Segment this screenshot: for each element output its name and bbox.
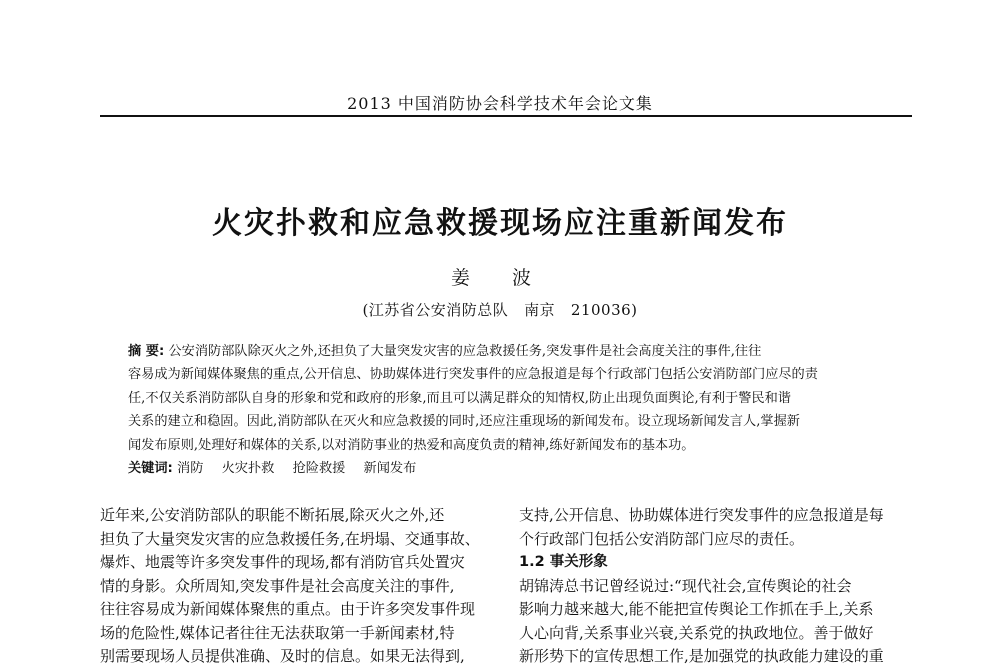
body-line: 往往容易成为新闻媒体聚焦的重点。由于许多突发事件现 — [100, 600, 476, 618]
keywords — [128, 457, 430, 476]
keyword: 抢险救援 — [292, 461, 346, 476]
body-line: 爆炸、地震等许多突发事件的现场,都有消防官兵处置灾 — [100, 553, 465, 571]
abstract-line: 容易成为新闻媒体聚焦的重点,公开信息、协助媒体进行突发事件的应急报道是每个行政部门包括公安消防部门应尽的责 — [128, 367, 818, 383]
body-right-column — [519, 504, 911, 669]
keyword: 火灾扑救 — [221, 461, 275, 476]
body-line: 担负了大量突发灾害的应急救援任务,在坍塌、交通事故、 — [100, 529, 480, 548]
body-line: 场的危险性,媒体记者往往无法获取第一手新闻素材,特 — [100, 623, 455, 642]
body-left-column — [100, 504, 492, 669]
keywords-label: 关键词: — [128, 461, 173, 476]
keyword: 消防 — [177, 461, 204, 476]
abstract-text: 公安消防部队除灭火之外,还担负了大量突发灾害的应急救援任务,突发事件是社会高度关注的事件,往往 — [168, 344, 762, 359]
body-line: 近年来,公安消防部队的职能不断拓展,除灭火之外,还 — [100, 506, 445, 524]
body-line: 人心向背,关系事业兴衰,关系党的执政地位。善于做好 — [519, 623, 874, 642]
abstract-line — [128, 340, 914, 363]
author-name: 姜 波 — [450, 267, 550, 289]
body-line: 新形势下的宣传思想工作,是加强党的执政能力建设的重 — [519, 647, 884, 665]
paper-title: 火灾扑救和应急救援现场应注重新闻发布 — [212, 206, 788, 241]
section-heading: 1.2 事关形象 — [519, 554, 608, 570]
body-line: 别需要现场人员提供准确、及时的信息。如果无法得到, — [100, 647, 465, 665]
affiliation: (江苏省公安消防总队 南京 210036) — [362, 301, 638, 319]
body-line: 影响力越来越大,能不能把宣传舆论工作抓在手上,关系 — [519, 600, 874, 618]
body-line: 情的身影。众所周知,突发事件是社会高度关注的事件, — [100, 576, 455, 595]
body-line: 胡锦涛总书记曾经说过:“现代社会,宣传舆论的社会 — [519, 576, 852, 595]
abstract-line: 闻发布原则,处理好和媒体的关系,以对消防事业的热爱和高度负责的精神,练好新闻发布的基本功。 — [128, 437, 695, 453]
running-header: 2013 中国消防协会科学技术年会论文集 — [347, 94, 653, 113]
body-line: 支持,公开信息、协助媒体进行突发事件的应急报道是每 — [519, 506, 884, 524]
abstract-line: 任,不仅关系消防部队自身的形象和党和政府的形象,而且可以满足群众的知情权,防止出现负面舆论,有利于警民和谐 — [128, 390, 791, 406]
abstract — [128, 340, 914, 457]
header-rule — [100, 115, 912, 117]
abstract-line: 关系的建立和稳固。因此,消防部队在灭火和应急救援的同时,还应注重现场的新闻发布。设立现场新闻发言人,掌握新 — [128, 414, 800, 430]
abstract-label: 摘 要: — [128, 344, 165, 359]
keyword: 新闻发布 — [363, 461, 417, 476]
body-line: 个行政部门包括公安消防部门应尽的责任。 — [519, 529, 805, 548]
